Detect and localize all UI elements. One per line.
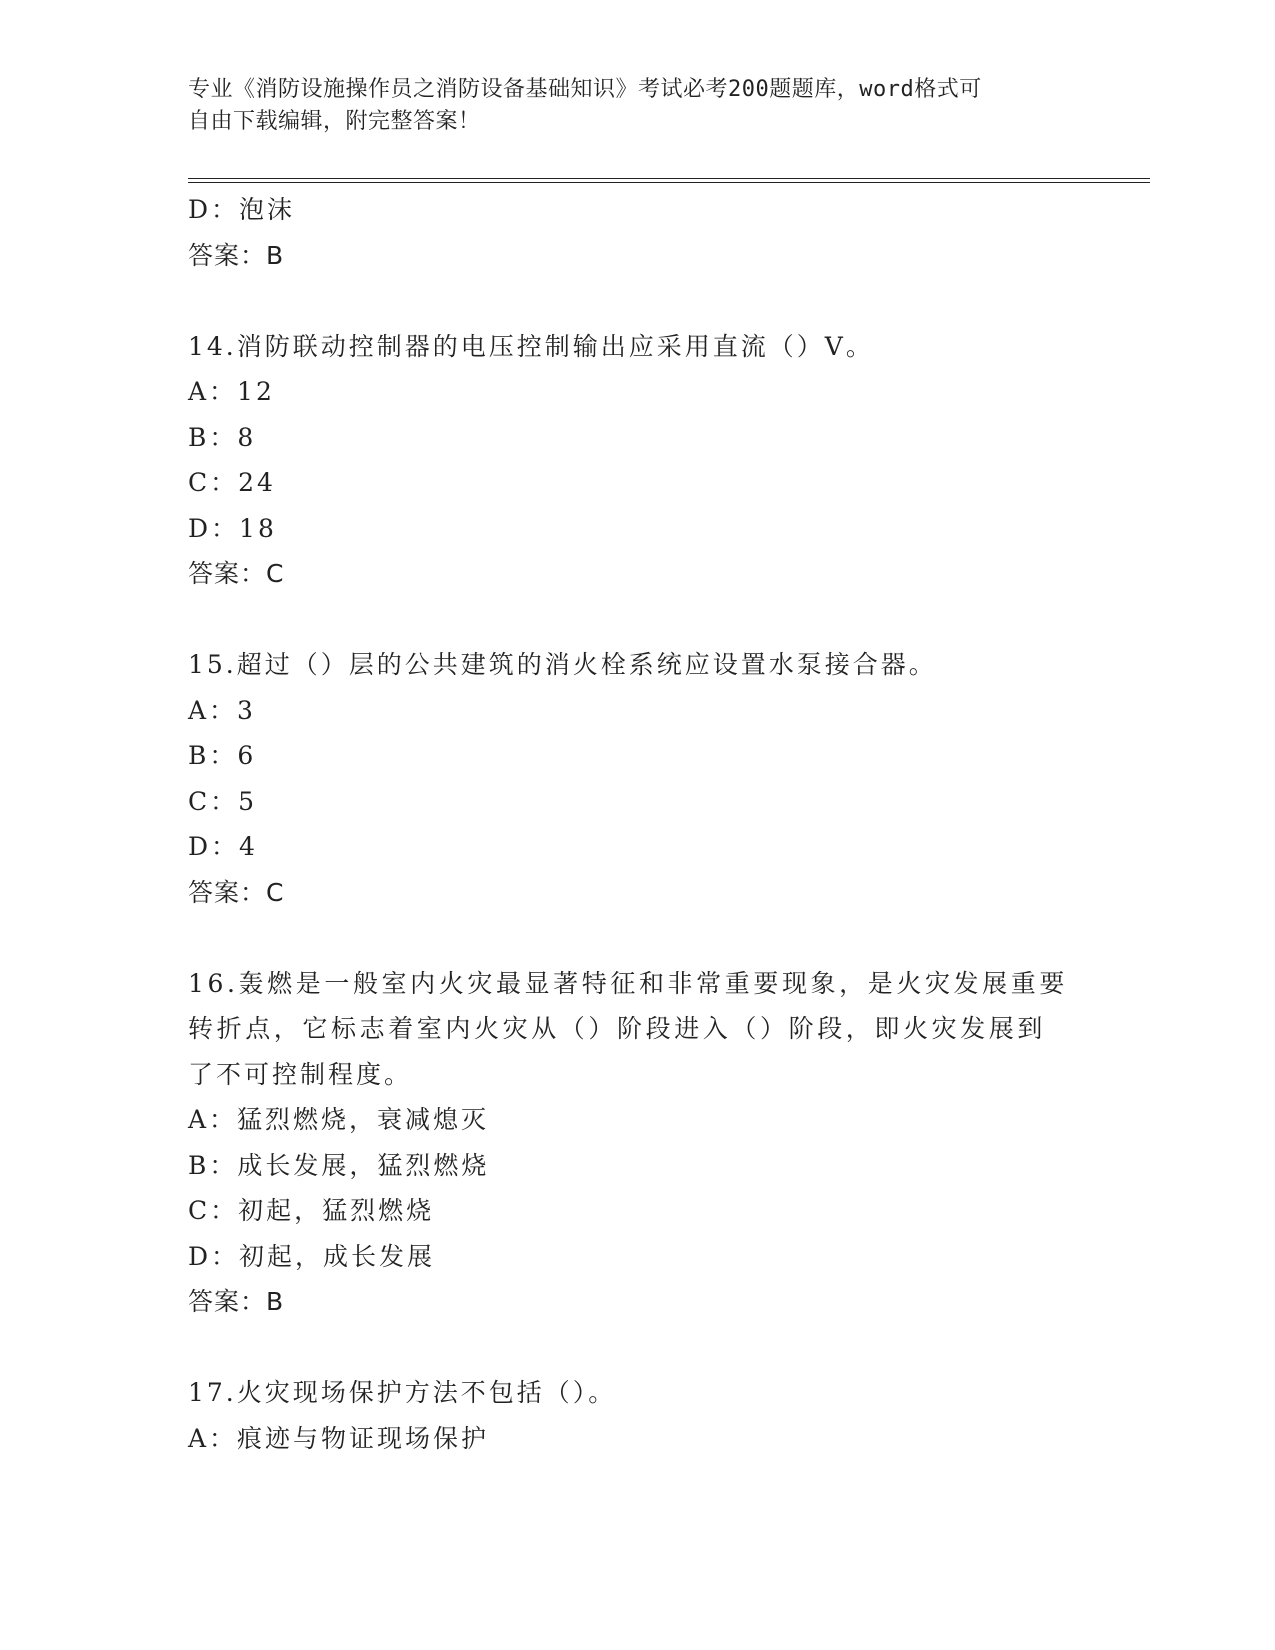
answer: 答案：C [188, 877, 285, 907]
option-d: D：初起，成长发展 [188, 1241, 436, 1271]
option-c: C：24 [188, 468, 276, 497]
option-a: A：猛烈燃烧，衰减熄灭 [188, 1105, 490, 1134]
question-stem: 14.消防联动控制器的电压控制输出应采用直流（）V。 [188, 331, 874, 361]
spacer [188, 597, 1088, 643]
question-15 [188, 642, 1088, 915]
question-14 [188, 324, 1088, 597]
option-c: C：初起，猛烈燃烧 [188, 1196, 435, 1225]
question-stem-line-2: 转折点，它标志着室内火灾从（）阶段进入（）阶段，即火灾发展到 [188, 1014, 1047, 1043]
option-d: D：4 [188, 832, 258, 861]
option-a: A：痕迹与物证现场保护 [188, 1423, 490, 1453]
question-stem-line-1: 16.轰燃是一般室内火灾最显著特征和非常重要现象，是火灾发展重要 [188, 968, 1068, 998]
spacer [188, 1325, 1088, 1371]
header-line-2: 自由下载编辑，附完整答案！ [188, 109, 481, 134]
answer: 答案：B [188, 1287, 285, 1316]
option-b: B：成长发展，猛烈燃烧 [188, 1150, 490, 1180]
option-d: D：18 [188, 513, 277, 543]
option-b: B：6 [188, 741, 257, 770]
question-list [188, 187, 1088, 1461]
option-c: C：5 [188, 786, 258, 816]
question-17 [188, 1370, 1088, 1461]
question-stem-line-3: 了不可控制程度。 [188, 1059, 413, 1089]
header-rule-top [188, 178, 1150, 179]
question-stem: 17.火灾现场保护方法不包括（）。 [188, 1378, 617, 1407]
option-a: A：3 [188, 695, 256, 725]
carryover-option-d: D：泡沫 [188, 195, 296, 224]
page-header [188, 74, 1068, 138]
answer: 答案：C [188, 559, 285, 588]
carryover-answer: 答案：B [188, 240, 285, 270]
header-line-1: 专业《消防设施操作员之消防设备基础知识》考试必考200题题库，word格式可 [188, 77, 982, 102]
header-rule-bottom [188, 182, 1150, 183]
option-a: A：12 [188, 377, 275, 406]
spacer [188, 278, 1088, 324]
spacer [188, 915, 1088, 961]
option-b: B：8 [188, 422, 257, 452]
question-16 [188, 961, 1088, 1325]
question-stem: 15.超过（）层的公共建筑的消火栓系统应设置水泵接合器。 [188, 650, 937, 679]
